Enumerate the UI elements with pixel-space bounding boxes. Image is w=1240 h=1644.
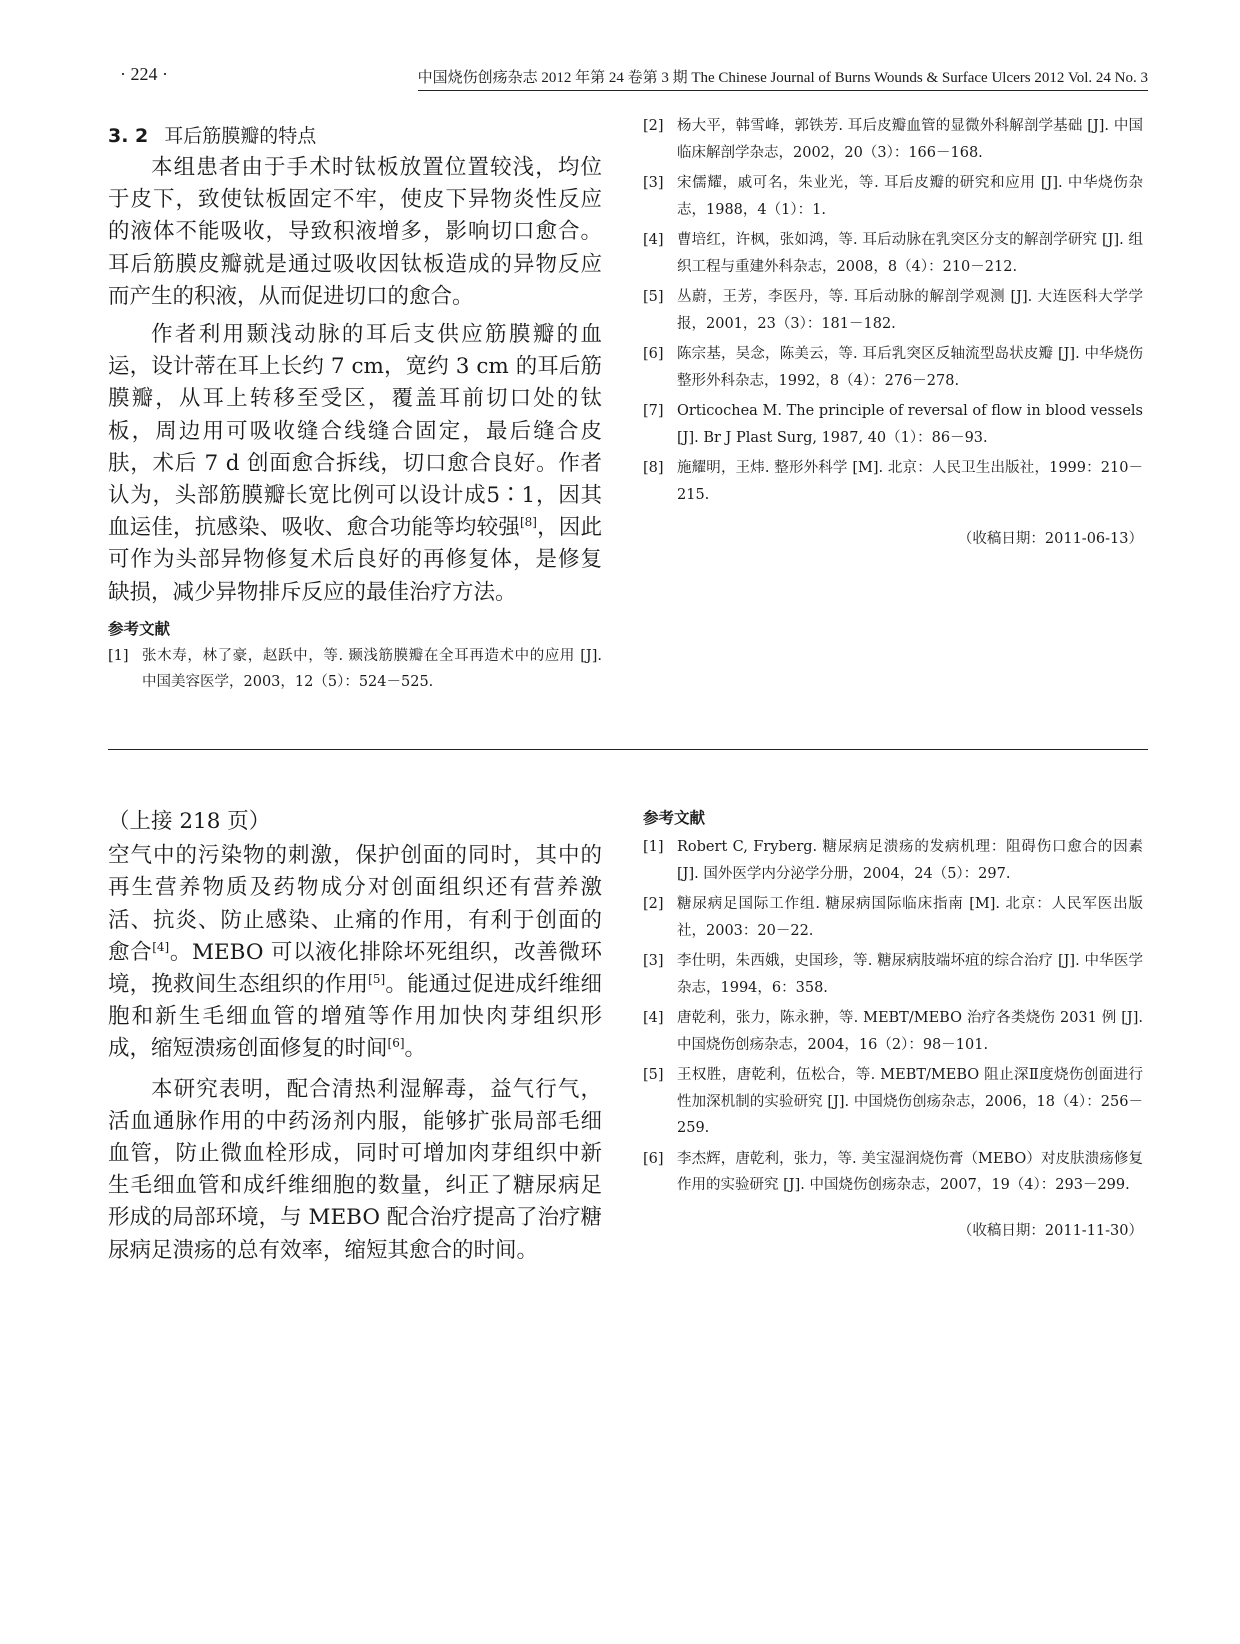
section-heading (108, 121, 602, 148)
reference-item (643, 227, 1143, 280)
continued-from: （上接 218 页） (108, 809, 271, 834)
reference-item (643, 891, 1143, 944)
reference-item (643, 1146, 1143, 1199)
received-date: （收稿日期：2011-11-30） (957, 1222, 1143, 1239)
paragraph-text: 空气中的污染物的刺激，保护创面的同时，其中的再生营养物质及药物成分对创面组织还有营养激活、抗炎、防止感染、止痛的作用，有利于创面的愈合 (108, 843, 602, 965)
citation: [6] (387, 1036, 405, 1051)
reference-text: 李仕明，朱西娥，史国珍，等. 糖尿病肢端坏疽的综合治疗 [J]. 中华医学杂志，1994，6：358. (677, 953, 1143, 996)
reference-item (643, 170, 1143, 223)
reference-item (643, 948, 1143, 1001)
article-divider (108, 749, 1148, 750)
citation: [4] (152, 939, 170, 954)
reference-text: 曹培红，许枫，张如鸿，等. 耳后动脉在乳突区分支的解剖学研究 [J]. 组织工程与重建外科杂志，2008，8（4）：210－212. (677, 232, 1143, 275)
body-paragraph (108, 840, 602, 1065)
references-list (108, 643, 602, 691)
section-number: 3. 2 (108, 125, 149, 147)
section-title: 耳后筋膜瓣的特点 (164, 125, 317, 147)
reference-number: [3] (643, 175, 664, 191)
reference-number: [4] (643, 1010, 664, 1026)
page-number: · 224 · (120, 64, 168, 84)
reference-item (643, 1062, 1143, 1142)
reference-number: [5] (643, 289, 664, 305)
reference-item (643, 398, 1143, 451)
paragraph-text: 。能通过促进成纤维细胞和新生毛细血管的增殖等作用加快肉芽组织形成，缩短溃疡创面修复的时间 (108, 972, 602, 1062)
citation: [8] (519, 515, 537, 530)
reference-number: [1] (108, 647, 129, 664)
reference-number: [2] (643, 896, 664, 912)
references-heading: 参考文献 (643, 809, 706, 827)
body-paragraph (108, 319, 602, 609)
reference-text: Orticochea M. The principle of reversal of flow in blood vessels [J]. Br J Plast Surg, 1987, 40（1）：86－93. (677, 403, 1143, 446)
reference-number: [6] (643, 346, 664, 362)
body-paragraph: 本研究表明，配合清热利湿解毒，益气行气，活血通脉作用的中药汤剂内服，能够扩张局部毛细血管，防止微血栓形成，同时可增加肉芽组织中新生毛细血管和成纤维细胞的数量，纠正了糖尿病足形成的局部环境，与 MEBO 配合治疗提高了治疗糖尿病足溃疡的总有效率，缩短其愈合的时间。 (108, 1076, 602, 1263)
reference-text: 唐乾利，张力，陈永翀，等. MEBT/MEBO 治疗各类烧伤 2031 例 [J]. 中国烧伤创疡杂志，2004，16（2）：98－101. (677, 1010, 1143, 1053)
reference-number: [6] (643, 1150, 664, 1167)
paragraph-text: 。 (404, 1036, 427, 1062)
reference-number: [1] (643, 839, 664, 855)
reference-text: 施耀明，王炜. 整形外科学 [M]. 北京：人民卫生出版社，1999：210－215. (677, 460, 1143, 503)
paragraph-text: ，因此可作为头部异物修复术后良好的再修复体，是修复缺损，减少异物排斥反应的最佳治疗方法。 (108, 515, 602, 605)
reference-item (643, 113, 1143, 166)
reference-item (643, 284, 1143, 337)
reference-text: 王权胜，唐乾利，伍松合，等. MEBT/MEBO 阻止深Ⅱ度烧伤创面进行性加深机制的实验研究 [J]. 中国烧伤创疡杂志，2006，18（4）：256－259. (677, 1067, 1143, 1136)
body-paragraph: 本组患者由于手术时钛板放置位置较浅，均位于皮下，致使钛板固定不牢，使皮下异物炎性反应的液体不能吸收，导致积液增多，影响切口愈合。耳后筋膜皮瓣就是通过吸收因钛板造成的异物反应而产生的积液，从而促进切口的愈合。 (108, 155, 602, 309)
page-header (108, 62, 1148, 90)
reference-text: 杨大平，韩雪峰，郭铁芳. 耳后皮瓣血管的显微外科解剖学基础 [J]. 中国临床解剖学杂志，2002，20（3）：166－168. (677, 118, 1143, 161)
reference-number: [3] (643, 953, 664, 969)
citation: [5] (368, 971, 386, 986)
running-title: 中国烧伤创疡杂志 2012 年第 24 卷第 3 期 The Chinese Journal of Burns Wounds & Surface Ulcers 2012 Vol. 24 No. 3 (417, 70, 1148, 86)
reference-item (108, 643, 602, 691)
reference-text: 糖尿病足国际工作组. 糖尿病国际临床指南 [M]. 北京：人民军医出版社，2003：20－22. (677, 896, 1143, 939)
reference-text: 宋儒耀，戚可名，朱业光，等. 耳后皮瓣的研究和应用 [J]. 中华烧伤杂志，1988，4（1）：1. (677, 175, 1143, 218)
references-heading: 参考文献 (108, 619, 171, 638)
top-body (108, 152, 602, 609)
paragraph-text: 作者利用颞浅动脉的耳后支供应筋膜瓣的血运，设计蒂在耳上长约 7 cm，宽约 3 cm 的耳后筋膜瓣，从耳上转移至受区，覆盖耳前切口处的钛板，周边用可吸收缝合线缝合固定，最后缝合皮肤，术后 7 d 创面愈合拆线，切口愈合良好。作者认为，头部筋膜瓣长宽比例可以设计成5∶1，因其血运佳，抗感染、吸收、愈合功能等均较强 (108, 322, 602, 541)
references-list (643, 834, 1143, 1199)
header-rule (418, 90, 1148, 91)
top-left-column (108, 121, 602, 691)
reference-number: [4] (643, 232, 664, 248)
reference-item (643, 1005, 1143, 1058)
reference-number: [8] (643, 460, 664, 476)
reference-text: 陈宗基，吴念，陈美云，等. 耳后乳突区反轴流型岛状皮瓣 [J]. 中华烧伤整形外科杂志，1992，8（4）：276－278. (677, 346, 1143, 389)
reference-number: [5] (643, 1067, 664, 1083)
reference-number: [7] (643, 403, 664, 419)
paragraph-text: 。MEBO 可以液化排除坏死组织，改善微环境，挽救间生态组织的作用 (108, 939, 602, 998)
reference-text: 张木寿，林了豪，赵跃中，等. 颞浅筋膜瓣在全耳再造术中的应用 [J]. 中国美容医学，2003，12（5）：524－525. (142, 647, 602, 691)
reference-number: [2] (643, 118, 664, 134)
reference-text: Robert C, Fryberg. 糖尿病足溃疡的发病机理：阻碍伤口愈合的因素 [J]. 国外医学内分泌学分册，2004，24（5）：297. (677, 839, 1143, 882)
top-right-column (643, 113, 1143, 553)
bottom-right-column (643, 806, 1143, 1240)
reference-item (643, 341, 1143, 394)
bottom-left-column (108, 806, 602, 1267)
reference-text: 李杰辉，唐乾利，张力，等. 美宝湿润烧伤膏（MEBO）对皮肤溃疡修复作用的实验研究 [J]. 中国烧伤创疡杂志，2007，19（4）：293－299. (677, 1150, 1143, 1193)
received-date: （收稿日期：2011-06-13） (957, 531, 1143, 547)
reference-item (643, 455, 1143, 508)
reference-item (643, 834, 1143, 887)
reference-text: 丛蔚，王芳，李医丹，等. 耳后动脉的解剖学观测 [J]. 大连医科大学学报，2001，23（3）：181－182. (677, 289, 1143, 332)
